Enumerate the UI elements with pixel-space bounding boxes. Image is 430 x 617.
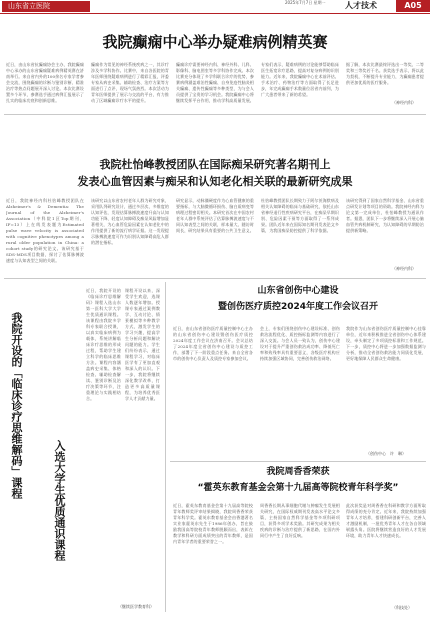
article4-byline: （科技处）: [392, 605, 412, 610]
article4-title-line2: “霍英东教育基金会第十九届高等院校青年科学奖”: [197, 483, 399, 493]
article3-byline: （创伤中心 许 琳）: [366, 451, 406, 456]
article3-title-line2: 暨创伤医疗质控2024年度工作会议召开: [217, 302, 379, 312]
article1-col1: 近日，由山东省抗癫痫协会主办，我院癫痫中心承办的山东省癫痫疑难病例精英赛在济南举行。来自省内外的100余名专家学者参会交流，围绕癫痫的诊断与鉴别诊断、精准治疗等热点问题展开深入讨论。本次比赛设置多个环节，参赛选手通过病例汇报展示了扎实的临床功底和创新思维。: [6, 62, 84, 103]
side-article-byline: （继续医学教育科）: [118, 604, 154, 609]
hospital-logo: 山东省立医院: [2, 1, 90, 12]
article2-col3: 研究显示，动脉僵硬度作为心血管健康的重要指标，与大脑微循环损伤、脑白质病变等病理过程密切相关。本研究首次在中国农村老年人群中系统评估了估算脉搏波速度与不同认知表型之间的关联，样本量大、随访时间长，研究结果具有重要的公共卫生意义。: [176, 198, 254, 233]
article1-col2: 癫痫作为常见的神经系统疾病之一，其诊疗涉及多学科协作。比赛中，来自各医院的青年医师围绕疑难病例进行了精彩汇报，评委专家从病史采集、辅助检查、治疗方案等方面进行了点评，现场气氛热烈。本次活动为青年医师提供了展示与交流的平台，有力推动了区域癫痫诊疗水平的提升。: [91, 62, 169, 103]
article1-col3: 癫痫诊疗需要神经内科、神经外科、儿科、影像科、脑电图室等多学科协作完成。本次比赛充分体现了多学科联合诊疗的优势，参赛病例涵盖难治性癫痫、自身免疫性脑炎相关癫痫、遗传性癫痫等多种类型，为与会人员提供了宝贵的学习机会。我院癫痫中心将继续发挥平台作用，推动学科高质量发展。: [176, 62, 254, 103]
column-title: 人才技术: [345, 1, 377, 10]
article2-byline: （神经内科）: [392, 266, 416, 271]
article2-col1: 近日，我院神经内科杜怡峰教授团队在Alzheimer's & Dementia: The Journal of the Alzheimer's Association（中科院1区Top期刊，IF=13）上在线发表题为Estimated pulse wave velocity is associated with cognitive phenotypes among a rural older population in China: a cohort study的研究论文。该研究基于SDS-MDS项目数据，探讨了估算脉搏波速度与认知表型之间的关联。: [6, 198, 84, 263]
article4-col1: 近日，霍英东教育基金会第十九届高等院校青年教师奖评审结果揭晓，我院周香香荣获青年科学奖。霍英东教育基金会由香港著名实业家霍英东先生于1986年创办，旨在鼓励我国高等院校青年教师脱颖而出，表彰在教学和科研方面成绩突出的青年教师，是国内青年学者的重要荣誉之一。: [173, 503, 253, 544]
article3-col3: 我院作为山东省创伤医疗质量控制中心挂靠单位，近年来积极推进全省创伤中心体系建设，牵头制定了多项质控标准和工作规范。下一步，质控中心将进一步加强数据监测与分析，推动全省创伤救治能力同质化发展，更好地保障人民群众生命健康。: [346, 326, 426, 361]
article1-title: 我院癫痫中心举办疑难病例精英赛: [102, 33, 328, 51]
divider: [170, 461, 426, 462]
column-divider: [165, 282, 166, 612]
issue-date: 2025年7月7日 星期一: [285, 0, 326, 5]
article3-title-line1: 山东省创伤中心建设: [257, 286, 339, 296]
article1-col4: 专家们表示，疑难病例的讨论能够帮助临床医生拓宽诊疗思路，提高对复杂病例的识别能力。近年来，我院癫痫中心在术前评估、手术治疗、药物治疗等方面取得了长足进步，年完成癫痫手术数量位居省内前列，为广大患者带来了新的希望。: [261, 62, 339, 97]
divider: [4, 278, 426, 279]
article3-col1: 近日，由山东省创伤医疗质量控制中心主办的山东省创伤中心建设暨创伤医疗质控2024年度工作会议在济南召开。会议总结了2024年度全省创伤中心建设与质控工作，部署了下一阶段重点任务。来自全省各市的创伤中心负责人及质控专家参加会议。: [173, 326, 253, 361]
article4-col2: 周香香长期从事细胞代谢与肿瘤发生发展相关研究，在国际权威期刊发表高水平论文多篇，主持国家自然科学基金等多项科研项目，获得多项学术奖励。其研究成果为相关疾病的诊断与治疗提供了新思路，在国内外同行中产生了良好反响。: [260, 503, 340, 538]
side-article-col1: 近日，我院开设的《临床诊疗思维解码》课程入选山东第一医科大学大学生优质通识课程。该课程由我院多学科专家联合授课，以真实临床病例为载体，系统讲解临床诊疗思维的形成过程，帮助学生建立科学的临床思维方法。课程内容涵盖病史采集、体格检查、辅助检查解读、鉴别诊断及治疗决策等环节，注重理论与实践相结合。: [86, 288, 121, 401]
divider: [4, 114, 426, 115]
article2-title-line1: 我院杜怡峰教授团队在国际痴呆研究著名期刊上: [99, 158, 331, 171]
article1-byline: （神经内科）: [392, 100, 416, 105]
article1-col5: 据了解，本次比赛最终评选出一等奖、二等奖和三等奖若干名。获奖选手表示，将以此为契机，不断提升专业能力，为癫痫患者提供更加优质的医疗服务。: [346, 62, 424, 85]
article3-col2: 会上，专家们围绕创伤中心建设标准、创伤救治流程优化、质控指标监测等内容进行了深入交流。与会人员一致认为，创伤中心建设对于提升严重创伤救治成功率、降低死亡率和致残率具有重要意义，各级医疗机构应持续加强区域协同，完善创伤救治网络。: [260, 326, 340, 361]
article2-col2: 该研究以山东省农村老年人群为研究对象，采用队列研究设计，通过多层次、多维度的认知评估，发现估算脉搏波速度升高与认知功能下降、轻度认知障碍及痴呆风险增加显著相关，为心血管危险因素在认知老化中的作用提供了新的流行病学证据。这一发现提示脉搏波速度可作为识别认知障碍高危人群的潜在指标。: [91, 198, 169, 245]
side-article-col2: 课程开设以来，深受学生欢迎，选课人数逐年增加。授课专家通过案例教学、互动讨论、情景模拟等多种教学方式，激发学生的学习兴趣，提高学生分析问题和解决问题的能力。学生们纷纷表示，通过课程学习，对临床医学有了更加直观和深入的认识。下一步，我院将继续深化教学改革，打造更多高质量课程，为培养优秀医学人才贡献力量。: [125, 288, 160, 401]
page-header: [0, 0, 430, 14]
page-number-badge: A05: [396, 0, 430, 12]
side-article-title-a: 入选大学生优质通识课程: [53, 440, 66, 561]
side-article-title-b: 我院开设的「临床诊疗思维解码」课程: [10, 312, 23, 499]
article2-col4: 杜怡峰教授团队长期致力于阿尔茨海默病及相关认知障碍的临床与基础研究，依托山东省神经退行性疾病研究平台，在痴呆早期识别、危险因素干预等方面取得了一系列成果。团队近年来在国际知名期刊发表论文多篇，为我国痴呆防控提供了科学依据。: [261, 198, 339, 233]
header-rule: [0, 13, 430, 14]
article4-col3: 此次获奖是对周香香在科研和教学方面所取得成绩的充分肯定。近年来，我院持续加强青年人才培养，搭建科研创新平台，完善人才激励机制，一批优秀青年人才在各自领域崭露头角。医院将继续营造良好的人才发展环境，助力青年人才快速成长。: [346, 503, 426, 538]
article2-col5: 该研究得到了国家自然科学基金、山东省重点研发计划等项目的资助。我院神经内科为论文第一完成单位，杜怡峰教授为通讯作者。据悉，团队下一步将继续深入开展心脑血管共病机制研究，为认知障碍的早期防治提供新策略。: [346, 198, 424, 233]
article4-title-line1: 我院周香香荣获: [266, 467, 330, 477]
article2-title-line2: 发表心血管因素与痴呆和认知老化相关联的最新研究成果: [77, 175, 353, 188]
